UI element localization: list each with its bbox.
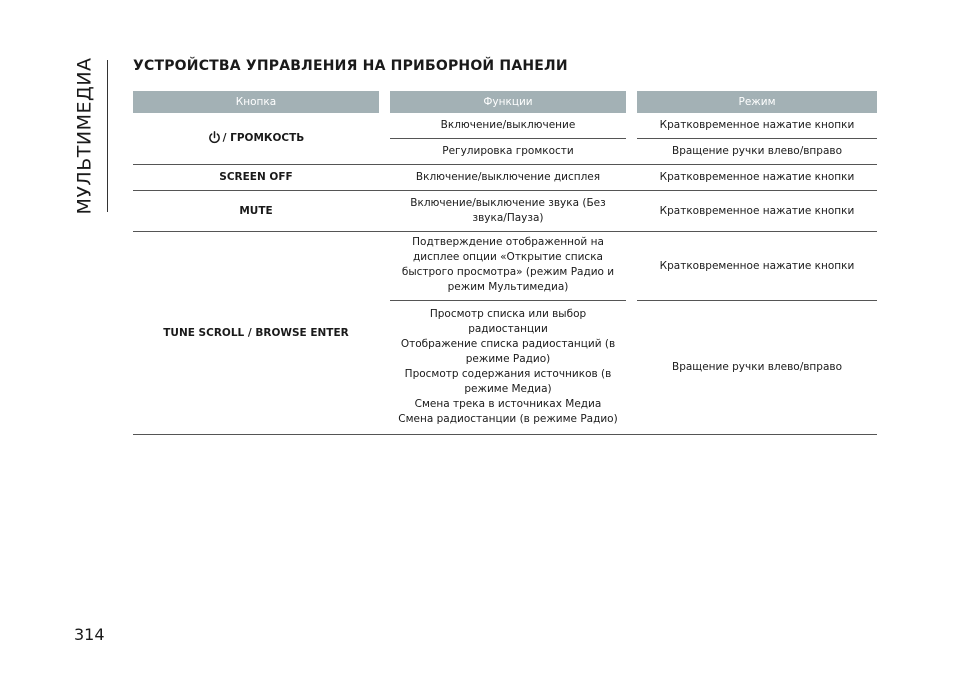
header-function: Функции xyxy=(390,91,626,113)
power-icon xyxy=(208,131,221,144)
header-mode: Режим xyxy=(637,91,877,113)
table-row xyxy=(133,191,877,232)
page-heading: УСТРОЙСТВА УПРАВЛЕНИЯ НА ПРИБОРНОЙ ПАНЕЛИ xyxy=(133,58,568,74)
function-line: Смена трека в источниках Медиа xyxy=(414,398,602,410)
controls-table xyxy=(133,91,877,435)
function-cell: Включение/выключение дисплея xyxy=(390,165,626,191)
mode-cell: Кратковременное нажатие кнопки xyxy=(637,113,877,139)
section-divider xyxy=(107,60,108,212)
function-line: Просмотр содержания источников (в режиме Медиа) xyxy=(404,368,612,395)
header-button: Кнопка xyxy=(133,91,379,113)
function-cell: Регулировка громкости xyxy=(390,139,626,165)
button-cell-screen-off: SCREEN OFF xyxy=(133,165,379,191)
section-side-title xyxy=(62,57,108,215)
table-row xyxy=(133,165,877,191)
function-line: Просмотр списка или выбор радиостанции xyxy=(429,308,587,335)
mode-cell: Кратковременное нажатие кнопки xyxy=(637,165,877,191)
mode-cell: Вращение ручки влево/вправо xyxy=(637,301,877,435)
table-row xyxy=(133,232,877,301)
mode-cell: Вращение ручки влево/вправо xyxy=(637,139,877,165)
mode-cell: Кратковременное нажатие кнопки xyxy=(637,191,877,232)
function-line: Отображение списка радиостанций (в режиме Радио) xyxy=(400,338,616,365)
page-number: 314 xyxy=(74,625,105,644)
table-header-row xyxy=(133,91,877,113)
function-cell-multiline xyxy=(390,301,626,435)
section-title-text: МУЛЬТИМЕДИА xyxy=(74,57,97,215)
button-label: / ГРОМКОСТЬ xyxy=(222,132,305,144)
mode-cell: Кратковременное нажатие кнопки xyxy=(637,232,877,301)
function-cell: Включение/выключение xyxy=(390,113,626,139)
button-cell-tune-scroll: TUNE SCROLL / BROWSE ENTER xyxy=(133,232,379,435)
table-row xyxy=(133,113,877,139)
button-cell-volume xyxy=(133,113,379,165)
button-cell-mute: MUTE xyxy=(133,191,379,232)
function-line: Смена радиостанции (в режиме Радио) xyxy=(398,413,618,425)
function-cell: Подтверждение отображенной на дисплее опции «Открытие списка быстрого просмотра» (режим Радио и режим Мультимедиа) xyxy=(390,232,626,301)
function-cell: Включение/выключение звука (Без звука/Пауза) xyxy=(390,191,626,232)
